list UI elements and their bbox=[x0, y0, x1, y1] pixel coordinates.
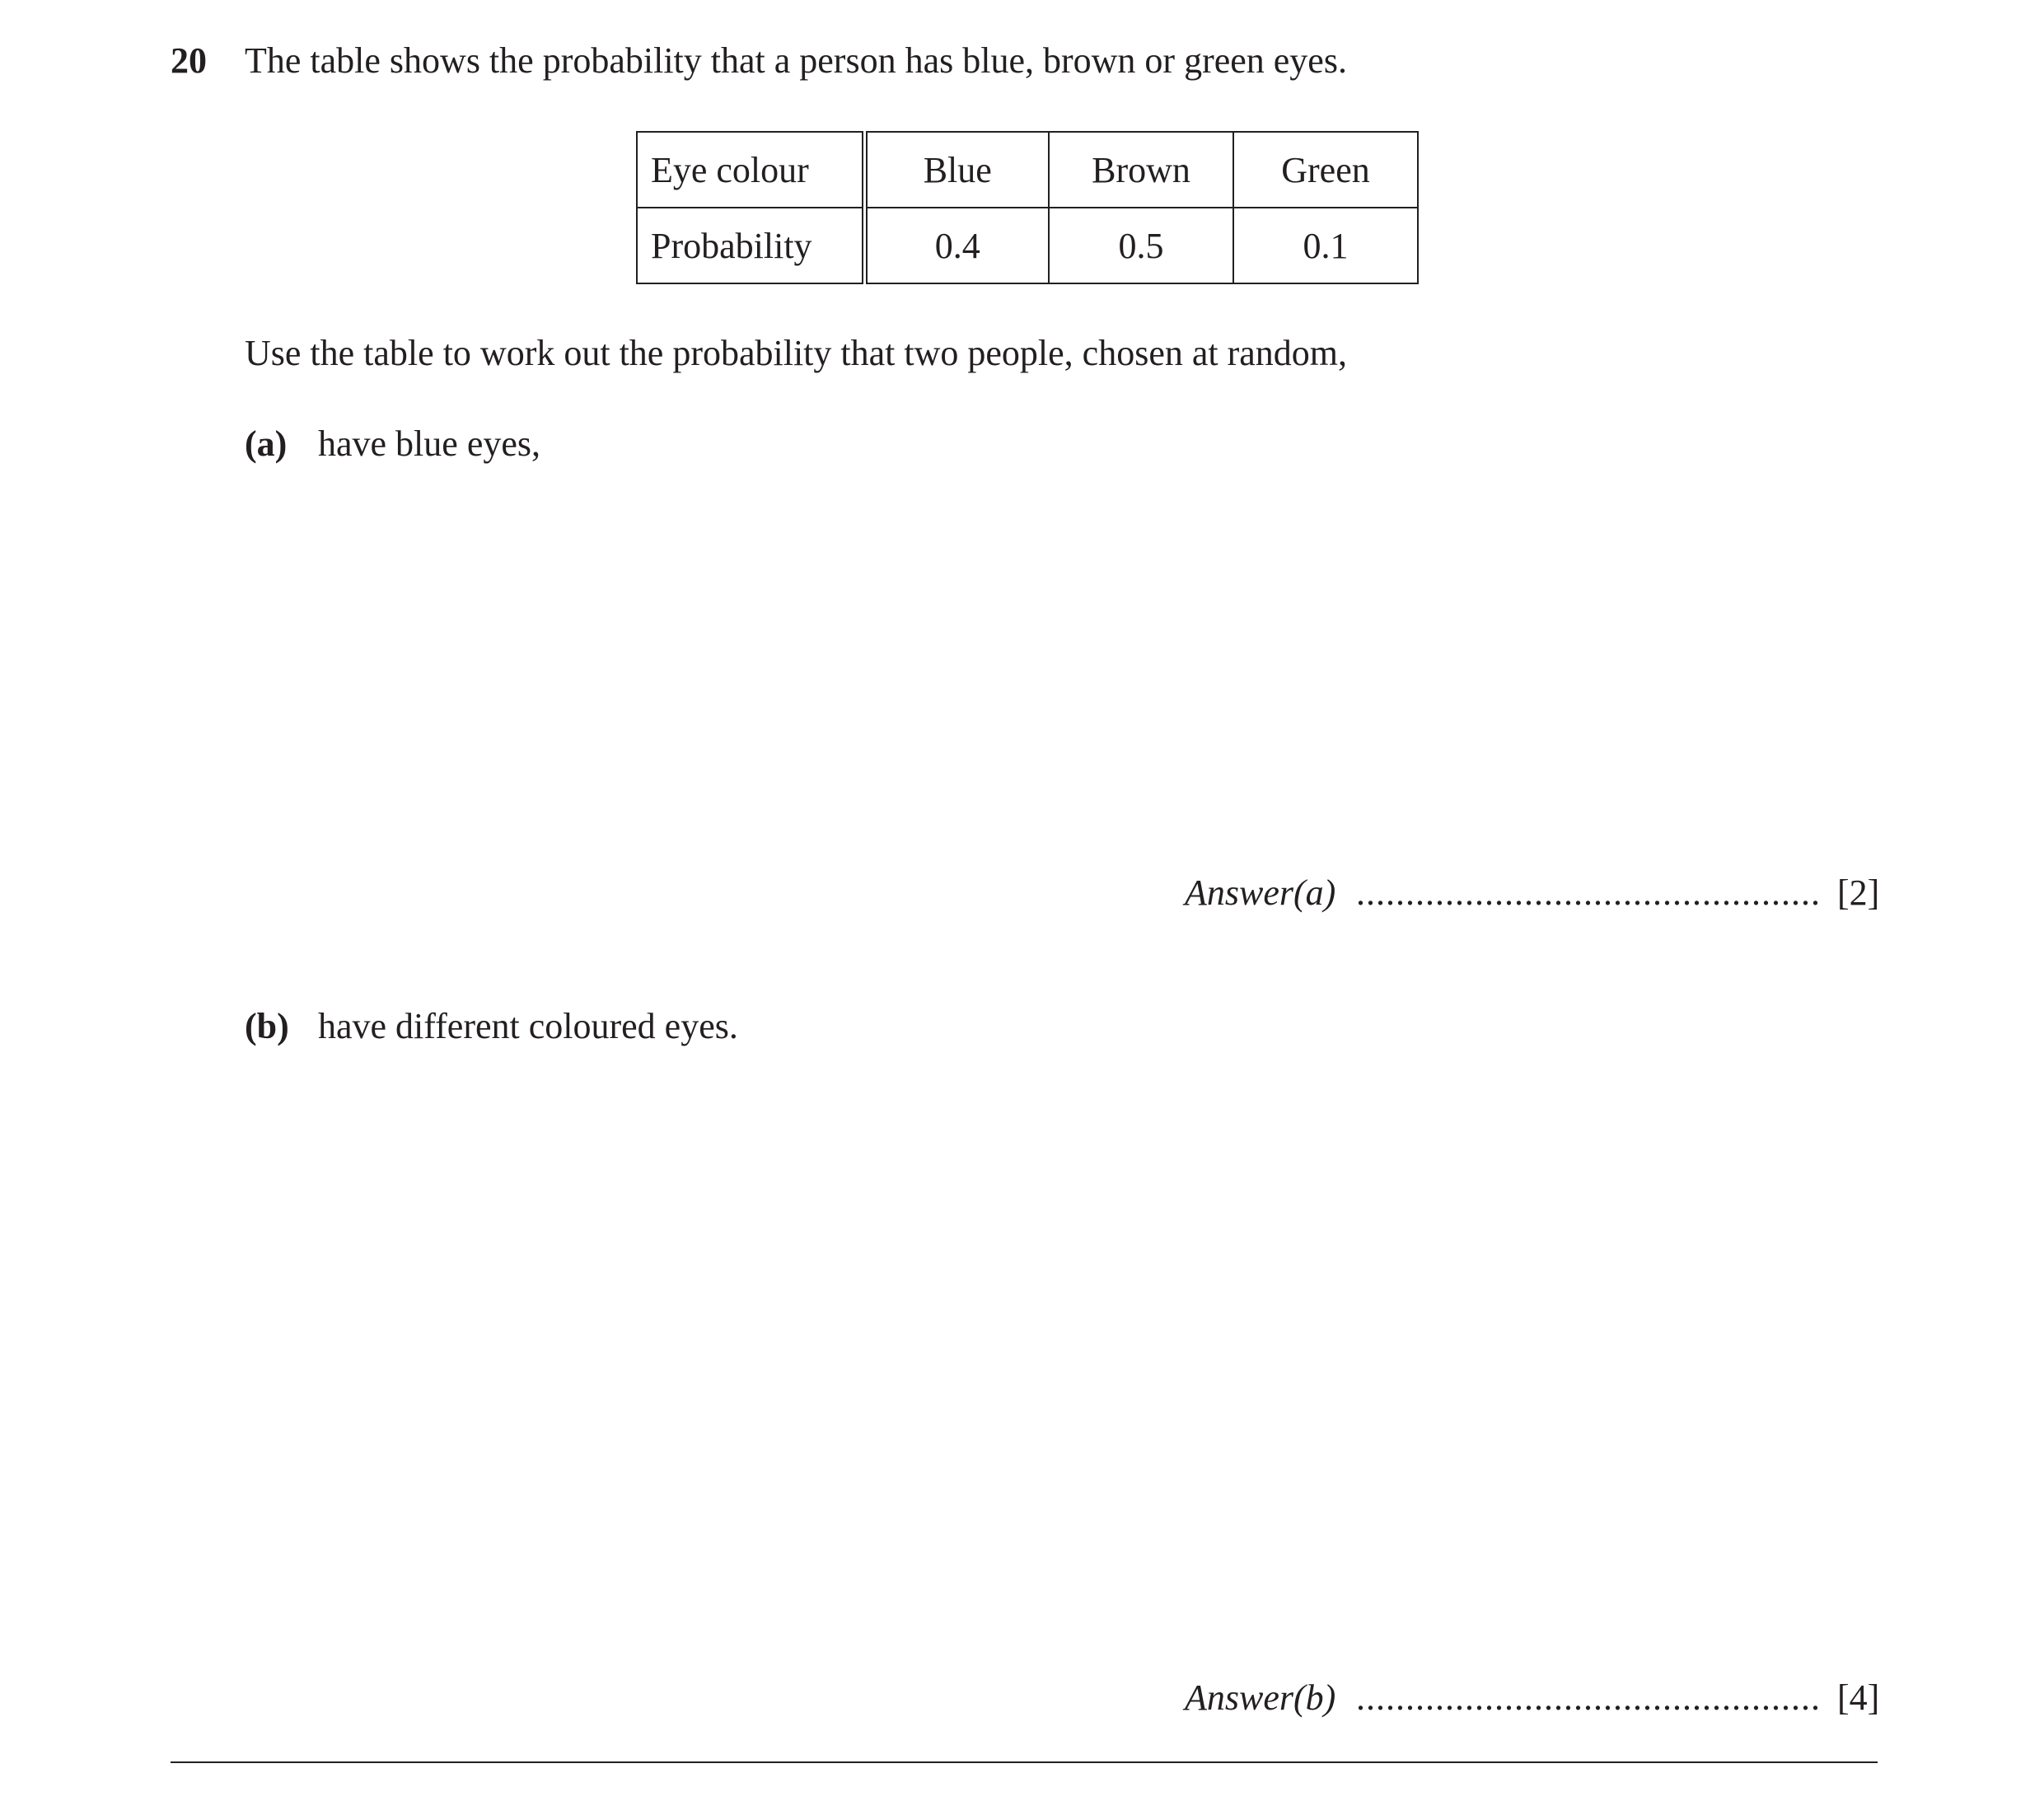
part-b-text: have different coloured eyes. bbox=[318, 1006, 738, 1046]
table-column-header: Brown bbox=[1049, 132, 1233, 208]
table-row-header: Probability bbox=[637, 208, 864, 283]
table-column-header: Green bbox=[1233, 132, 1418, 208]
table-cell: 0.5 bbox=[1049, 208, 1233, 283]
table-row bbox=[637, 132, 1418, 208]
part-b-label: (b) bbox=[245, 1006, 289, 1046]
marks-a: [2] bbox=[1837, 872, 1880, 913]
table-column-header: Blue bbox=[864, 132, 1049, 208]
answer-b-line[interactable]: ............................................... bbox=[1356, 1677, 1821, 1718]
part-a-text: have blue eyes, bbox=[318, 423, 540, 464]
table-cell: 0.1 bbox=[1233, 208, 1418, 283]
question-number: 20 bbox=[171, 40, 207, 81]
table-row-header: Eye colour bbox=[637, 132, 864, 208]
answer-a-line[interactable]: ............................................... bbox=[1356, 872, 1821, 913]
marks-b: [4] bbox=[1837, 1677, 1880, 1718]
instruction-text: Use the table to work out the probability that two people, chosen at random, bbox=[245, 333, 1348, 373]
eye-colour-table bbox=[636, 131, 1419, 284]
answer-b-label: Answer(b) bbox=[1185, 1677, 1336, 1718]
question-text: The table shows the probability that a person has blue, brown or green eyes. bbox=[245, 40, 1347, 81]
answer-a-label: Answer(a) bbox=[1185, 872, 1336, 913]
table-cell: 0.4 bbox=[864, 208, 1049, 283]
bottom-divider bbox=[171, 1761, 1878, 1763]
table-row bbox=[637, 208, 1418, 283]
part-a-label: (a) bbox=[245, 423, 288, 464]
